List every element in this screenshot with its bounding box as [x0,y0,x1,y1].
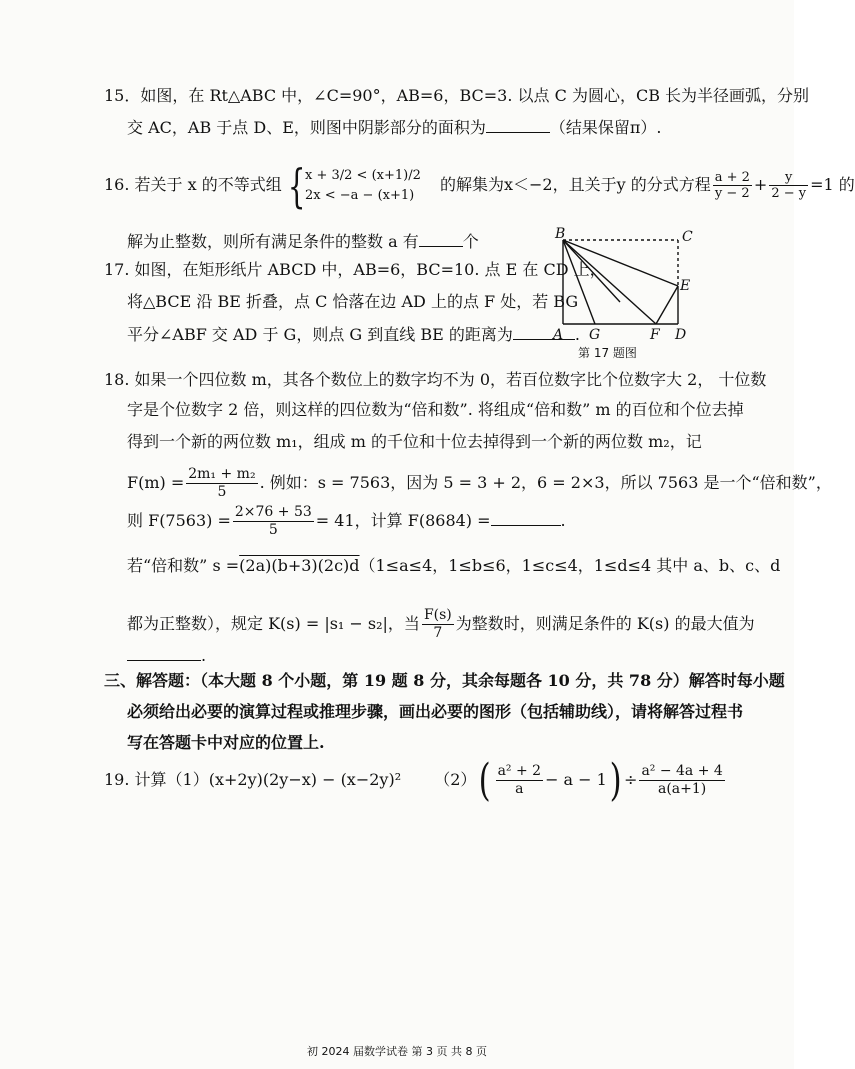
q18-k-frac: $\frac{F(s)}{7}$ [423,607,452,641]
q19-line [104,754,727,806]
q18-answer-blank-2 [127,644,201,661]
line-inner [563,240,620,302]
q16-line2 [127,230,479,252]
q18-line6-tail: （1≤a≤4，1≤b≤6，1≤c≤4，1≤d≤4 其中 a、b、c、d [359,556,781,575]
q19-paren-open: ( [478,754,491,806]
q15-line2 [127,116,662,138]
q16-tail: =1 的 [810,175,855,194]
q19-div: ÷ [624,770,638,789]
section3-line2: 必须给出必要的演算过程或推理步骤，画出必要的图形（包括辅助线），请将解答过程书 [127,702,744,721]
q16-line1 [104,158,855,213]
q16-frac2: $\frac{y}{2 - y}$ [771,170,807,201]
q18-f-tail: . 例如：s = 7563，因为 5 = 3 + 2，6 = 2×3，所以 7563 是一个“倍和数”， [259,473,832,492]
label-f: F [650,327,660,343]
q18-line1: 18. 如果一个四位数 m，其各个数位上的数字均不为 0，若百位数字比个位数字大 2， 十位数 [104,370,767,389]
q18-overline-number: (2a)(b+3)(2c)d [239,556,360,575]
q19-p2-mid: − a − 1 [545,770,607,789]
q18-line3: 得到一个新的两位数 m₁，组成 m 的千位和十位去掉得到一个新的两位数 m₂，记 [127,432,702,451]
q16-line2-tail: 个 [462,232,479,251]
q16-line2-text: 解为止整数，则所有满足条件的整数 a 有 [127,232,419,251]
q17-figure [548,226,698,364]
q18-line4 [127,464,832,502]
q18-ex-lhs: 则 F(7563) = [127,511,231,530]
q16-brace: { [287,158,306,213]
label-b: B [555,226,566,242]
q17-caption: 第 17 题图 [578,346,637,360]
label-c: C [682,229,693,245]
q18-line7 [127,604,755,644]
q15-line2-tail: （结果保留π）. [549,118,662,137]
q18-f-frac: $\frac{\text{2m₁ + m₂}}{5}$ [188,466,256,500]
q18-line7-tail: 为整数时，则满足条件的 K(s) 的最大值为 [455,614,755,633]
q19-frac-a: $\frac{\text{a² + 2}}{a}$ [497,763,542,797]
label-d: D [675,327,687,343]
q19-expr1: (x+2y)(2y−x) − (x−2y)² [208,770,402,789]
q18-line6 [127,556,780,576]
q17-line3-text: 平分∠ABF 交 AD 于 G，则点 G 到直线 BE 的距离为 [127,325,513,344]
q16-row1: x + 3/2 < (x+1)/2 [305,167,421,183]
q16-frac1: $\frac{a + 2}{y - 2}$ [714,170,750,201]
q16-mid: 的解集为x＜−2，且关于y 的分式方程 [439,175,711,194]
q19-lead: 19. 计算（1） [104,770,209,789]
q18-answer-blank-1 [491,509,561,526]
q17-line3: 平分∠ABF 交 AD 于 G，则点 G 到直线 BE 的距离为 . [127,325,580,344]
q17-line2: 将△BCE 沿 BE 折叠，点 C 恰落在边 AD 上的点 F 处，若 BG [127,292,579,311]
q16-row2: 2x < −a − (x+1) [305,187,415,203]
page-footer: 初 2024 届数学试卷 第 3 页 共 8 页 [307,1045,487,1058]
q18-line5: 则 F(7563) = $\frac{2\times 76 + 53}{5}$ = 41，计算 F(8684) = . [127,504,566,538]
q18-ex-frac: $\frac{2\times 76 + 53}{5}$ [234,504,312,538]
line-bg [563,240,595,324]
q15-answer-blank [486,116,550,133]
label-a: A [553,327,564,343]
q18-ex-tail: = 41，计算 F(8684) = [315,511,491,530]
q18-line8: . [127,644,206,666]
q15-line1: 15．如图，在 Rt△ABC 中，∠C=90°，AB=6，BC=3. 以点 C 为圆心，CB 长为半径画弧，分别 [104,86,810,105]
q18-line2: 字是个位数字 2 倍，则这样的四位数为“倍和数”. 将组成“倍和数” m 的百位和个位去掉 [127,400,744,419]
q19-frac-b: $\frac{\text{a² − 4a + 4}}{a(a+1)}$ [641,763,723,797]
q18-line6-text: 若“倍和数” s = [127,556,240,575]
q16-answer-blank [419,230,463,247]
q16-lead: 16. 若关于 x 的不等式组 [104,175,282,194]
label-e: E [680,278,691,294]
q16-plus: + [753,175,768,194]
q19-part2-label: （2） [434,770,477,789]
q15-line2-text: 交 AC，AB 于点 D、E，则图中阴影部分的面积为 [127,118,486,137]
line-fe [656,286,678,324]
label-g: G [589,327,601,343]
q18-f-lhs: F(m) = [127,473,185,492]
q17-line1: 17. 如图，在矩形纸片 ABCD 中，AB=6，BC=10. 点 E 在 CD 上， [104,260,606,279]
line-be [563,240,678,286]
section3-line1: 三、解答题：（本大题 8 个小题，第 19 题 8 分，其余每题各 10 分，共 78 分）解答时每小题 [104,671,785,690]
q16-system [305,166,421,206]
line-bf [563,240,656,324]
q19-paren-close: ) [609,754,622,806]
q18-line7-text: 都为正整数），规定 K(s) = |s₁ − s₂|，当 [127,614,420,633]
section3-line3: 写在答题卡中对应的位置上. [127,733,325,752]
